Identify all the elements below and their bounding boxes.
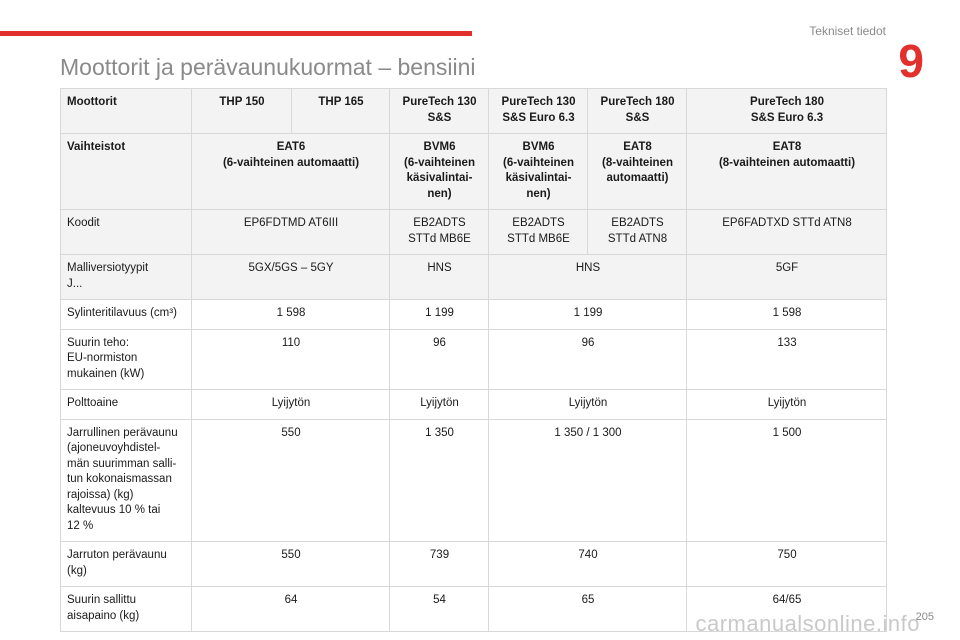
table-cell: Lyijytön — [192, 390, 390, 420]
table-cell: 1 199 — [390, 300, 489, 330]
table-cell: EAT8 (8-vaihteinen automaatti) — [588, 134, 687, 210]
table-cell: 54 — [390, 587, 489, 632]
watermark: carmanualsonline.info — [695, 611, 920, 636]
table-cell: Lyijytön — [489, 390, 687, 420]
row-label-power: Suurin teho: EU-normiston mukainen (kW) — [61, 329, 192, 390]
table-row — [61, 542, 887, 587]
table-header-row — [61, 89, 887, 134]
table-cell: 5GX/5GS – 5GY — [192, 255, 390, 300]
table-cell: EP6FADTXD STTd ATN8 — [687, 210, 887, 255]
chapter-number: 9 — [898, 35, 924, 87]
table-row — [61, 210, 887, 255]
table-row — [61, 134, 887, 210]
table-cell: 96 — [390, 329, 489, 390]
table-cell: 1 500 — [687, 419, 887, 542]
table-row — [61, 255, 887, 300]
table-cell: 1 350 — [390, 419, 489, 542]
table-cell: EAT6 (6-vaihteinen automaatti) — [192, 134, 390, 210]
header-cell: THP 150 — [192, 89, 292, 134]
table-cell: 1 598 — [687, 300, 887, 330]
table-cell: 133 — [687, 329, 887, 390]
header-cell: PureTech 130 S&S Euro 6.3 — [489, 89, 588, 134]
header-cell: PureTech 130 S&S — [390, 89, 489, 134]
table-cell: 96 — [489, 329, 687, 390]
table-cell: 550 — [192, 542, 390, 587]
table-cell: BVM6 (6-vaihteinen käsivalintai- nen) — [489, 134, 588, 210]
row-label-nose-weight: Suurin sallittu aisapaino (kg) — [61, 587, 192, 632]
header-cell: THP 165 — [292, 89, 390, 134]
table-cell: Lyijytön — [687, 390, 887, 420]
table-row — [61, 390, 887, 420]
table-cell: 1 350 / 1 300 — [489, 419, 687, 542]
table-cell: 750 — [687, 542, 887, 587]
table-cell: 1 199 — [489, 300, 687, 330]
row-label-gearbox: Vaihteistot — [61, 134, 192, 210]
table-cell: Lyijytön — [390, 390, 489, 420]
table-cell: 65 — [489, 587, 687, 632]
table-cell: EB2ADTS STTd ATN8 — [588, 210, 687, 255]
row-label-model-types: Malliversiotyypit J... — [61, 255, 192, 300]
table-cell: 1 598 — [192, 300, 390, 330]
table-cell: 64 — [192, 587, 390, 632]
header-accent-bar — [0, 31, 472, 36]
table-cell: BVM6 (6-vaihteinen käsivalintai- nen) — [390, 134, 489, 210]
page-number: 205 — [915, 611, 934, 623]
row-label-braked-trailer: Jarrullinen perävaunu (ajoneuvoyhdistel- män suurimman salli- tun kokonaismassan rajoissa) (kg) kaltevuus 10 % tai 12 % — [61, 419, 192, 542]
table-row — [61, 419, 887, 542]
header-cell: PureTech 180 S&S — [588, 89, 687, 134]
table-cell: 550 — [192, 419, 390, 542]
page-title: Moottorit ja perävaunukuormat – bensiini — [60, 54, 476, 80]
table-cell: 110 — [192, 329, 390, 390]
row-label-displacement: Sylinteritilavuus (cm³) — [61, 300, 192, 330]
row-label-unbraked-trailer: Jarruton perävaunu (kg) — [61, 542, 192, 587]
table-cell: EP6FDTMD AT6III — [192, 210, 390, 255]
table-cell: EAT8 (8-vaihteinen automaatti) — [687, 134, 887, 210]
row-label-codes: Koodit — [61, 210, 192, 255]
table-row — [61, 300, 887, 330]
header-cell: PureTech 180 S&S Euro 6.3 — [687, 89, 887, 134]
table-cell: 740 — [489, 542, 687, 587]
table-cell: EB2ADTS STTd MB6E — [390, 210, 489, 255]
table-row — [61, 329, 887, 390]
table-cell: 5GF — [687, 255, 887, 300]
engine-spec-table — [60, 88, 887, 632]
header-cell: Moottorit — [61, 89, 192, 134]
table-cell: 739 — [390, 542, 489, 587]
table-cell: HNS — [489, 255, 687, 300]
table-cell: EB2ADTS STTd MB6E — [489, 210, 588, 255]
row-label-fuel: Polttoaine — [61, 390, 192, 420]
section-name: Tekniset tiedot — [809, 24, 886, 38]
table-cell: 64/65 — [687, 587, 887, 632]
table-cell: HNS — [390, 255, 489, 300]
